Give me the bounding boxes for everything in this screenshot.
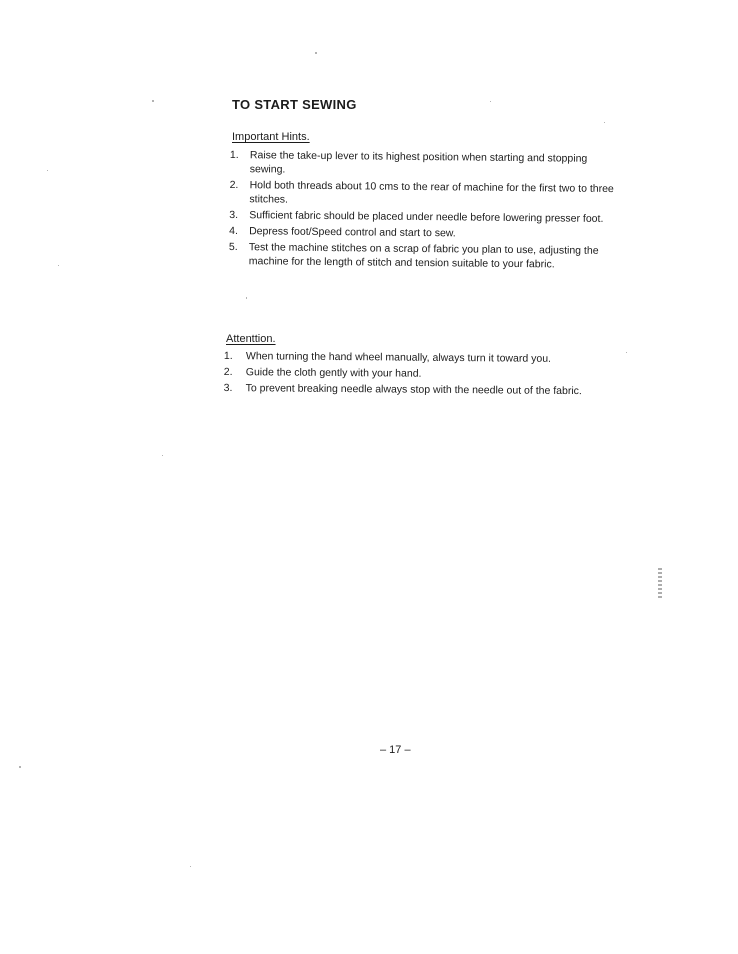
important-hints-list <box>229 148 625 274</box>
scan-speck <box>19 766 21 768</box>
page-number: – 17 – <box>380 744 411 756</box>
item-text: When turning the hand wheel manually, always turn it toward you. <box>245 350 552 365</box>
scan-speck <box>47 170 48 171</box>
item-number: 5. <box>228 240 238 254</box>
scan-speck <box>58 265 59 266</box>
item-text: Sufficient fabric should be placed under needle before lowering presser foot. <box>249 209 604 225</box>
item-number: 2. <box>229 178 239 192</box>
scan-speck <box>162 455 163 456</box>
list-item <box>224 381 604 398</box>
list-item <box>229 208 624 226</box>
list-item <box>229 224 624 242</box>
scan-smudge <box>658 568 662 600</box>
list-item <box>229 178 624 210</box>
item-text: Hold both threads about 10 cms to the rear of machine for the first two to three stitches. <box>249 179 614 206</box>
list-item <box>230 148 625 180</box>
attention-list <box>224 349 604 400</box>
item-text: Guide the cloth gently with your hand. <box>245 366 422 380</box>
important-hints-heading: Important Hints. <box>232 131 310 143</box>
scan-speck <box>626 352 627 353</box>
scan-speck <box>190 866 191 867</box>
scan-speck <box>490 101 491 102</box>
item-number: 2. <box>223 365 233 379</box>
scan-speck <box>315 52 317 54</box>
item-text: Depress foot/Speed control and start to sew. <box>249 225 456 240</box>
item-number: 3. <box>229 208 239 222</box>
list-item <box>229 240 624 272</box>
item-text: Raise the take-up lever to its highest position when starting and stopping sewing. <box>249 149 588 176</box>
item-number: 1. <box>223 349 233 363</box>
scan-speck <box>246 297 247 299</box>
item-number: 3. <box>223 381 233 395</box>
attention-heading: Attenttion. <box>226 333 276 345</box>
page-title: TO START SEWING <box>232 97 357 112</box>
list-item <box>224 365 604 382</box>
scan-speck <box>604 122 605 123</box>
item-text: Test the machine stitches on a scrap of fabric you plan to use, adjusting the machine for the length of stitch and tension suitable to your fabric. <box>248 241 599 271</box>
list-item <box>224 349 604 366</box>
item-text: To prevent breaking needle always stop with the needle out of the fabric. <box>245 382 582 398</box>
item-number: 1. <box>229 148 239 162</box>
scan-speck <box>152 100 154 102</box>
item-number: 4. <box>229 224 238 238</box>
